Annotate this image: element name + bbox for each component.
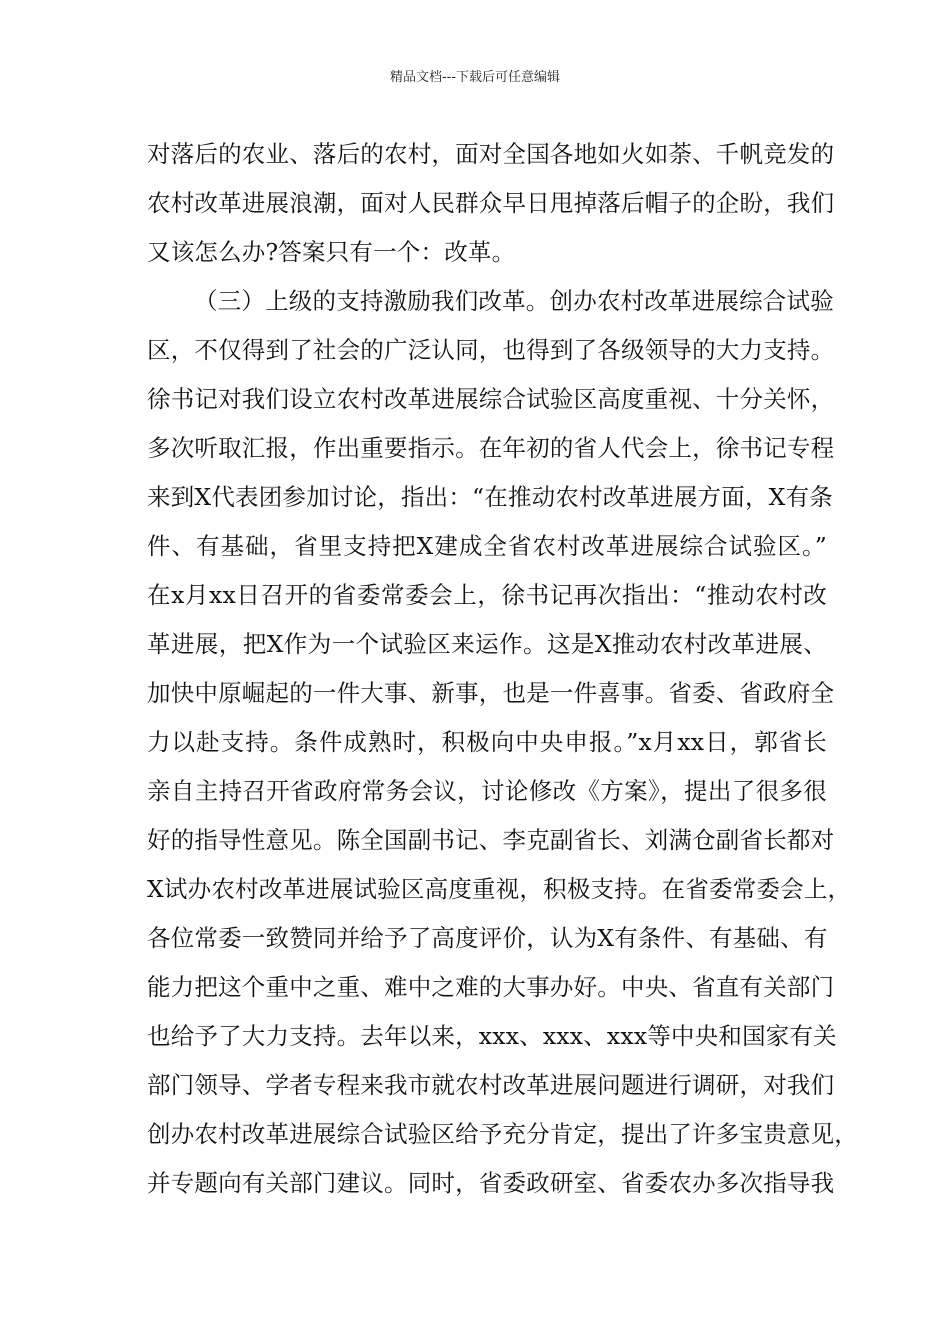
text-line-5: 区，不仅得到了社会的广泛认同，也得到了各级领导的大力支持。 [147,336,835,364]
text-line-21: 创办农村改革进展综合试验区给予充分肯定，提出了许多宝贵意见， [147,1120,858,1148]
text-line-7: 多次听取汇报，作出重要指示。在年初的省人代会上，徐书记专程 [147,434,835,462]
page-header: 精品文档---下载后可任意编辑 [389,70,561,85]
text-line-6: 徐书记对我们设立农村改革进展综合试验区高度重视、十分关怀， [147,385,835,413]
text-line-12: 加快中原崛起的一件大事、新事，也是一件喜事。省委、省政府全 [147,679,835,707]
text-line-3: 又该怎么办?答案只有一个：改革。 [147,238,516,266]
text-line-1: 对落后的农业、落后的农村，面对全国各地如火如荼、千帆竞发的 [147,140,835,168]
text-line-10: 在x月xx日召开的省委常委会上，徐书记再次指出：“推动农村改 [147,581,827,609]
text-line-20: 部门领导、学者专程来我市就农村改革进展问题进行调研，对我们 [147,1071,835,1099]
text-line-22: 并专题向有关部门建议。同时，省委政研室、省委农办多次指导我 [147,1169,835,1197]
text-line-8: 来到X代表团参加讨论，指出：“在推动农村改革进展方面，X有条 [147,483,833,511]
text-line-16: X试办农村改革进展试验区高度重视，积极支持。在省委常委会上， [147,875,852,903]
text-line-19: 也给予了大力支持。去年以来，xxx、xxx、xxx等中央和国家有关 [147,1022,837,1050]
text-line-13: 力以赴支持。条件成熟时，积极向中央申报。”x月xx日，郭省长 [147,728,827,756]
text-line-4: （三）上级的支持激励我们改革。创办农村改革进展综合试验 [194,287,834,315]
text-line-11: 革进展，把X作为一个试验区来运作。这是X推动农村改革进展、 [147,630,827,658]
text-line-2: 农村改革进展浪潮，面对人民群众早日甩掉落后帽子的企盼，我们 [147,189,835,217]
document-body [147,130,858,1208]
text-line-17: 各位常委一致赞同并给予了高度评价，认为X有条件、有基础、有 [147,924,828,952]
text-line-14: 亲自主持召开省政府常务会议，讨论修改《方案》，提出了很多很 [147,777,827,805]
text-line-9: 件、有基础，省里支持把X建成全省农村改革进展综合试验区。” [147,532,827,560]
text-line-18: 能力把这个重中之重、难中之难的大事办好。中央、省直有关部门 [147,973,835,1001]
text-line-15: 好的指导性意见。陈全国副书记、李克副省长、刘满仓副省长都对 [147,826,835,854]
